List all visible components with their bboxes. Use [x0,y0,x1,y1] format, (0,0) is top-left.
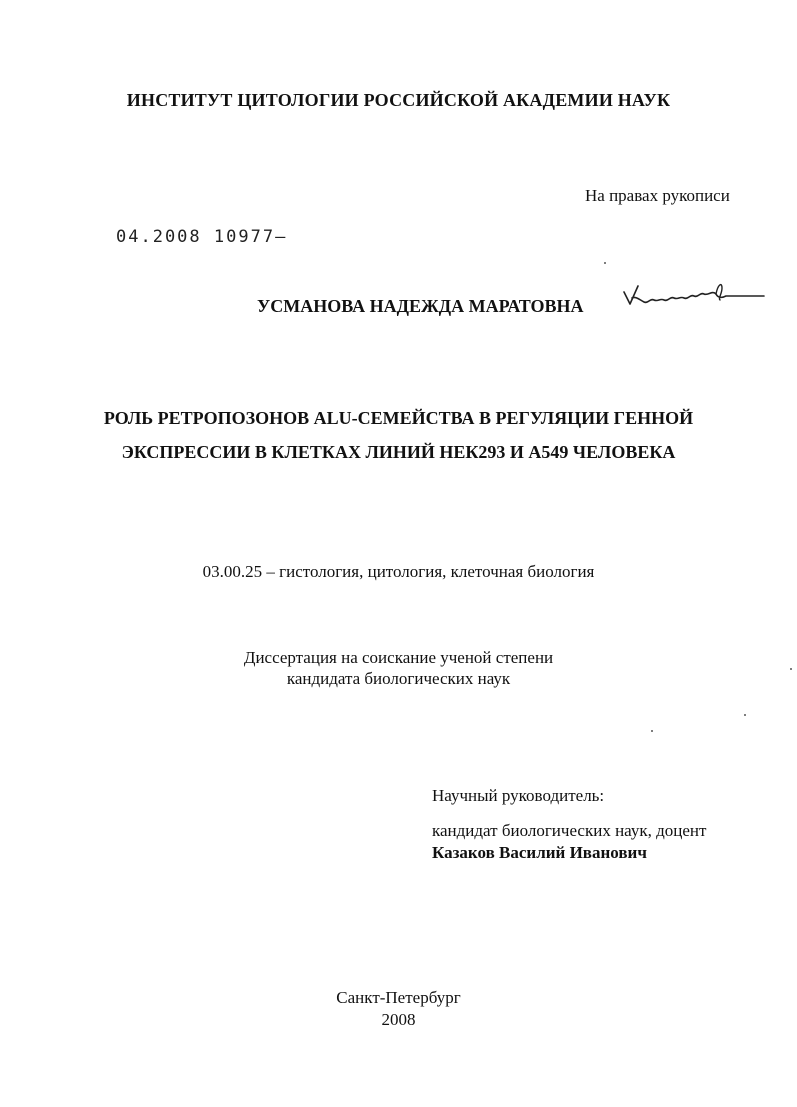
rights-note: На правах рукописи [585,186,730,205]
author-name: УСМАНОВА НАДЕЖДА МАРАТОВНА [257,296,584,316]
institute-heading: ИНСТИТУТ ЦИТОЛОГИИ РОССИЙСКОЙ АКАДЕМИИ НАУК [126,90,671,110]
handwritten-signature [618,278,768,318]
supervisor-label: Научный руководитель: [432,786,605,805]
title-line-2: ЭКСПРЕССИИ В КЛЕТКАХ ЛИНИЙ НЕК293 И А549 ЧЕЛОВЕКА [121,442,676,462]
supervisor-name: Казаков Василий Иванович [432,843,647,862]
scan-speck [790,668,792,670]
scan-speck [744,714,746,716]
degree-line-1: Диссертация на соискание ученой степени [243,648,554,667]
scan-speck [604,262,606,264]
specialty-code: 03.00.25 – гистология, цитология, клеточная биология [202,562,595,581]
dissertation-title [0,401,797,469]
year: 2008 [381,1010,416,1029]
degree-line-2: кандидата биологических наук [286,669,511,688]
degree-statement [0,647,797,689]
stamp-mark: – [275,227,288,247]
archive-stamp-number: 04.2008 10977– [116,227,288,247]
title-line-1: РОЛЬ РЕТРОПОЗОНОВ ALU-СЕМЕЙСТВА В РЕГУЛЯЦИИ ГЕННОЙ [103,408,694,428]
supervisor-block [432,786,706,864]
place-and-year [0,987,797,1031]
city: Санкт-Петербург [336,988,461,1007]
scan-speck [651,730,653,732]
supervisor-title: кандидат биологических наук, доцент [432,821,707,840]
